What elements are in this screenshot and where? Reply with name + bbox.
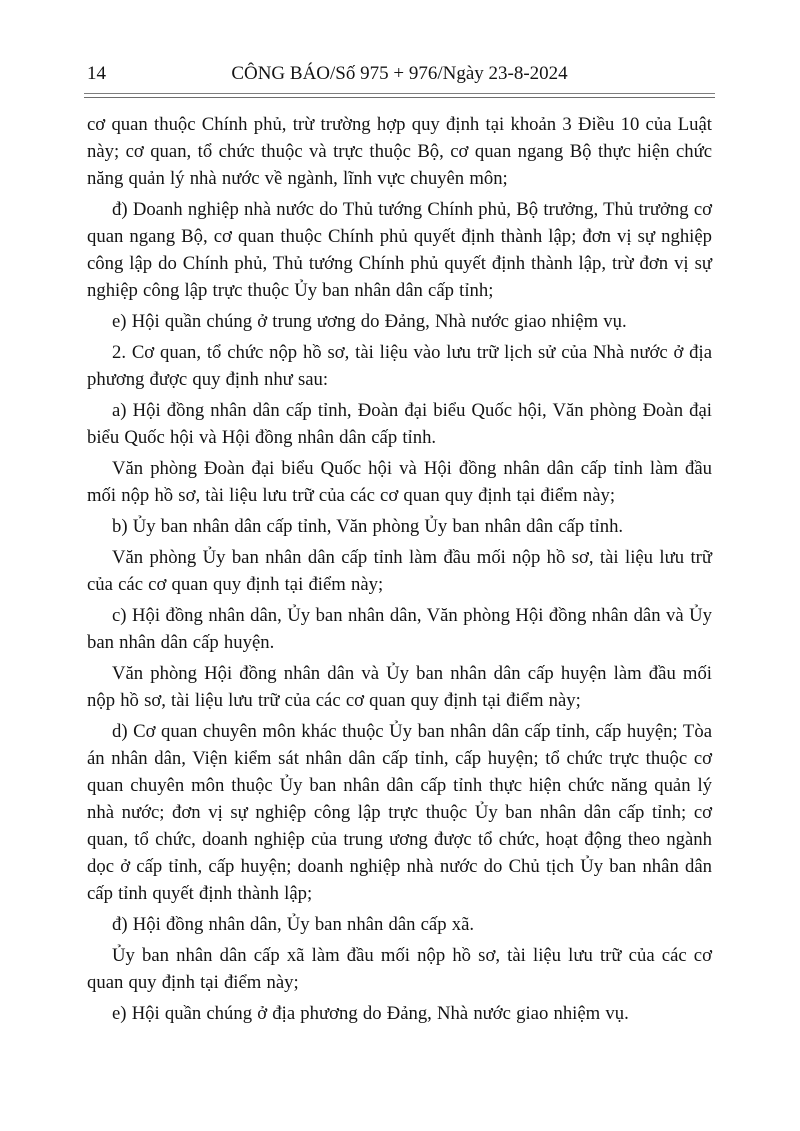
body-paragraph: e) Hội quần chúng ở trung ương do Đảng, Nhà nước giao nhiệm vụ. (112, 310, 627, 332)
body-paragraph: a) Hội đồng nhân dân cấp tỉnh, Đoàn đại biểu Quốc hội, Văn phòng Đoàn đại biểu Quốc hội và Hội đồng nhân dân cấp tỉnh. (87, 399, 712, 448)
body-paragraph: b) Ủy ban nhân dân cấp tỉnh, Văn phòng Ủy ban nhân dân cấp tỉnh. (112, 515, 624, 537)
body-paragraph: Văn phòng Đoàn đại biểu Quốc hội và Hội đồng nhân dân cấp tỉnh làm đầu mối nộp hồ sơ, tài liệu lưu trữ của các cơ quan quy định tại điểm này; (87, 457, 712, 506)
body-paragraph: c) Hội đồng nhân dân, Ủy ban nhân dân, Văn phòng Hội đồng nhân dân và Ủy ban nhân dân cấp huyện. (87, 604, 712, 653)
body-paragraph: cơ quan thuộc Chính phủ, trừ trường hợp quy định tại khoản 3 Điều 10 của Luật này; cơ quan, tổ chức thuộc và trực thuộc Bộ, cơ quan ngang Bộ thực hiện chức năng quản lý nhà nước về ngành, lĩnh vực chuyên môn; (87, 113, 712, 189)
body-paragraph: đ) Doanh nghiệp nhà nước do Thủ tướng Chính phủ, Bộ trưởng, Thủ trưởng cơ quan ngang Bộ, cơ quan thuộc Chính phủ quyết định thành lập; đơn vị sự nghiệp công lập do Chính phủ, Thủ tướng Chính phủ quyết định thành lập, trừ đơn vị sự nghiệp công lập trực thuộc Ủy ban nhân dân cấp tỉnh; (87, 198, 712, 301)
gazette-header-title: CÔNG BÁO/Số 975 + 976/Ngày 23-8-2024 (231, 63, 568, 84)
page-header (0, 0, 800, 86)
body-paragraph: d) Cơ quan chuyên môn khác thuộc Ủy ban nhân dân cấp tỉnh, cấp huyện; Tòa án nhân dân, Viện kiểm sát nhân dân cấp tỉnh, cấp huyện; tổ chức trực thuộc cơ quan chuyên môn thuộc Ủy ban nhân dân cấp tỉnh thực hiện chức năng quản lý nhà nước; đơn vị sự nghiệp công lập trực thuộc Ủy ban nhân dân cấp tỉnh; cơ quan, tổ chức, doanh nghiệp của trung ương được tổ chức, hoạt động theo ngành dọc ở cấp tỉnh, cấp huyện; doanh nghiệp nhà nước do Chủ tịch Ủy ban nhân dân cấp tỉnh quyết định thành lập; (87, 720, 712, 904)
body-paragraph: 2. Cơ quan, tổ chức nộp hồ sơ, tài liệu vào lưu trữ lịch sử của Nhà nước ở địa phương được quy định như sau: (87, 341, 712, 390)
body-paragraph: e) Hội quần chúng ở địa phương do Đảng, Nhà nước giao nhiệm vụ. (112, 1002, 629, 1024)
page-number: 14 (87, 63, 106, 84)
body-paragraph: Ủy ban nhân dân cấp xã làm đầu mối nộp hồ sơ, tài liệu lưu trữ của các cơ quan quy định tại điểm này; (87, 944, 712, 993)
body-paragraph: Văn phòng Hội đồng nhân dân và Ủy ban nhân dân cấp huyện làm đầu mối nộp hồ sơ, tài liệu lưu trữ của các cơ quan quy định tại điểm này; (87, 662, 712, 711)
document-body (0, 98, 800, 1027)
body-paragraph: Văn phòng Ủy ban nhân dân cấp tỉnh làm đầu mối nộp hồ sơ, tài liệu lưu trữ của các cơ quan quy định tại điểm này; (87, 546, 712, 595)
body-paragraph: đ) Hội đồng nhân dân, Ủy ban nhân dân cấp xã. (112, 913, 475, 935)
